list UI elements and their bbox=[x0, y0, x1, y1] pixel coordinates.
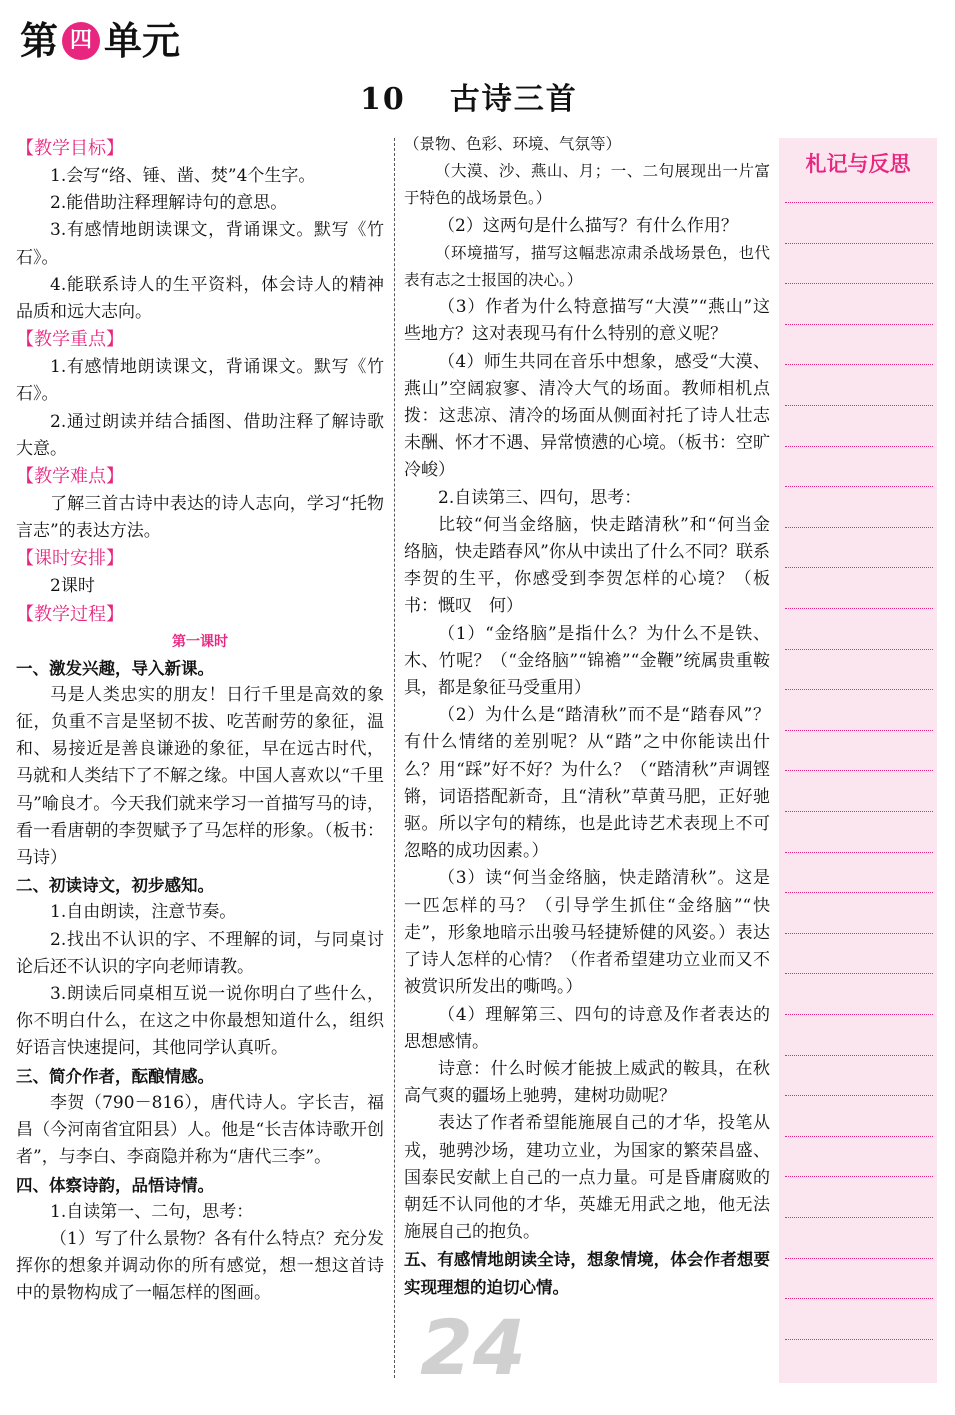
note-text: （大漠、沙、燕山、月；一、二句展现出一片富于特色的战场景色。） bbox=[404, 162, 770, 208]
note-text: （景物、色彩、环境、气氛等） bbox=[404, 135, 622, 153]
notes-dotted-line bbox=[785, 1339, 933, 1340]
paragraph: 3.朗读后同桌相互说一说你明白了些什么，你不明白什么，在这之中你最想知道什么，组织好语言快速提问，其他同学认真听。 bbox=[16, 984, 384, 1059]
notes-dotted-line bbox=[785, 689, 933, 690]
paragraph: 3.有感情地朗读课文，背诵课文。默写《竹石》。 bbox=[16, 220, 384, 268]
paragraph: 1.有感情地朗读课文，背诵课文。默写《竹石》。 bbox=[16, 357, 384, 405]
notes-dotted-line bbox=[785, 892, 933, 893]
left-column bbox=[16, 135, 384, 1308]
notes-dotted-line bbox=[785, 1055, 933, 1056]
notes-dotted-line bbox=[785, 283, 933, 284]
notes-dotted-line bbox=[785, 852, 933, 853]
unit-prefix: 第 bbox=[20, 19, 59, 63]
paragraph: （4）理解第三、四句的诗意及作者表达的思想感情。 bbox=[404, 1004, 770, 1052]
paragraph: （1）“金络脑”是指什么？为什么不是铁、木、竹呢？（“金络脑”“锦襜”“金鞭”统属贵重鞍具，都是象征马受重用） bbox=[404, 623, 770, 699]
note-text: （环境描写，描写这幅悲凉肃杀战场景色，也代表有志之士报国的决心。） bbox=[404, 243, 770, 290]
notes-dotted-line bbox=[785, 608, 933, 609]
step-heading: 四、体察诗韵，品悟诗情。 bbox=[16, 1175, 214, 1195]
paragraph: 2.自读第三、四句，思考： bbox=[438, 487, 642, 508]
paragraph: 马是人类忠实的朋友！日行千里是高效的象征，负重不言是坚韧不拔、吃苦耐劳的象征，温和、易接近是善良谦逊的象征，早在远古时代，马就和人类结下了不解之缘。中国人喜欢以“千里马”喻良才。今天我们就来学习一首描写马的诗，看一看唐朝的李贺赋予了马怎样的形象。（板书：马诗） bbox=[16, 684, 384, 869]
paragraph: 1.会写“络、锤、凿、焚”4个生字。 bbox=[50, 166, 316, 186]
paragraph: 1.自由朗读，注意节奏。 bbox=[50, 902, 237, 923]
paragraph: 2.通过朗读并结合插图、借助注释了解诗歌大意。 bbox=[16, 411, 384, 459]
paragraph: （3）作者为什么特意描写“大漠”“燕山”这些地方？这对表现马有什么特别的意义呢？ bbox=[404, 297, 770, 345]
section-heading: 【教学目标】 bbox=[16, 138, 124, 159]
paragraph: 李贺（790－816），唐代诗人。字长吉，福昌（今河南省宜阳县）人。他是“长吉体诗歌开创者”，与李白、李商隐并称为“唐代三李”。 bbox=[16, 1092, 384, 1168]
notes-dotted-line bbox=[785, 1095, 933, 1096]
paragraph: （1）写了什么景物？各有什么特点？充分发挥你的想象并调动你的所有感觉，想一想这首诗中的景物构成了一幅怎样的图画。 bbox=[16, 1228, 384, 1304]
step-heading: 五、有感情地朗读全诗，想象情境，体会作者想要实现理想的迫切心情。 bbox=[404, 1250, 770, 1297]
notes-dotted-line bbox=[785, 567, 933, 568]
paragraph: （4）师生共同在音乐中想象，感受“大漠、燕山”空阔寂寥、清冷大气的场面。教师相机点拨：这悲凉、清冷的场面从侧面衬托了诗人壮志未酬、怀才不遇、异常愤懑的心境。（板书：空旷冷峻） bbox=[404, 351, 770, 481]
notes-dotted-line bbox=[785, 1217, 933, 1218]
paragraph: 比较“何当金络脑，快走踏清秋”和“何当金络脑，快走踏春风”你从中读出了什么不同？联系李贺的生平，你感受到李贺怎样的心境？（板书：慨叹 何） bbox=[404, 514, 770, 617]
notes-title: 札记与反思 bbox=[805, 152, 911, 176]
lesson-number: 10 bbox=[360, 82, 406, 117]
step-heading: 三、简介作者，酝酿情感。 bbox=[16, 1066, 214, 1086]
step-heading: 一、激发兴趣，导入新课。 bbox=[16, 658, 214, 678]
step-heading: 二、初读诗文，初步感知。 bbox=[16, 876, 214, 896]
middle-column bbox=[404, 131, 770, 1301]
notes-dotted-line bbox=[785, 527, 933, 528]
section-heading: 【课时安排】 bbox=[16, 548, 124, 570]
page-number: 24 bbox=[420, 1303, 526, 1392]
notes-dotted-line bbox=[785, 973, 933, 974]
notes-dotted-line bbox=[785, 770, 933, 771]
notes-dotted-line bbox=[785, 649, 933, 650]
paragraph: （2）为什么是“踏清秋”而不是“踏春风”？有什么情绪的差别呢？从“踏”之中你能读出什么？用“踩”好不好？为什么？（“踏清秋”声调铿锵，词语搭配新奇，且“清秋”草黄马肥，正好驰驱。所以字句的精练，也是此诗艺术表现上不可忽略的成功因素。） bbox=[404, 705, 770, 862]
paragraph: 2.能借助注释理解诗句的意思。 bbox=[50, 193, 288, 214]
paragraph: 2课时 bbox=[50, 576, 95, 597]
paragraph: 表达了作者希望能施展自己的才华，投笔从戎，驰骋沙场，建功立业，为国家的繁荣昌盛、国泰民安献上自己的一点力量。可是昏庸腐败的朝廷不认同他的才华，英雄无用武之地，他无法施展自己的抱负。 bbox=[404, 1113, 770, 1243]
paragraph: （2）这两句是什么描写？有什么作用？ bbox=[438, 215, 738, 236]
paragraph: 1.自读第一、二句，思考： bbox=[50, 1201, 254, 1222]
unit-number-badge: 四 bbox=[62, 22, 100, 60]
unit-suffix: 单元 bbox=[104, 19, 181, 63]
notes-dotted-line bbox=[785, 1176, 933, 1177]
notes-dotted-line bbox=[785, 1258, 933, 1259]
unit-header bbox=[20, 18, 180, 64]
notes-dotted-line bbox=[785, 730, 933, 731]
section-heading: 【教学重点】 bbox=[16, 329, 124, 351]
notes-dotted-line bbox=[785, 324, 933, 325]
column-divider bbox=[394, 138, 395, 1378]
paragraph: 诗意：什么时候才能披上威武的鞍具，在秋高气爽的疆场上驰骋，建树功勋呢？ bbox=[404, 1058, 770, 1107]
notes-dotted-line bbox=[785, 933, 933, 934]
notes-dotted-line bbox=[785, 364, 933, 365]
section-heading: 【教学过程】 bbox=[16, 603, 124, 625]
notes-dotted-line bbox=[785, 405, 933, 406]
paragraph: 4.能联系诗人的生平资料，体会诗人的精神品质和远大志向。 bbox=[16, 274, 384, 323]
lesson-name: 古诗三首 bbox=[449, 82, 578, 117]
notes-dotted-line bbox=[785, 1136, 933, 1137]
notes-dotted-line bbox=[785, 202, 933, 203]
notes-dotted-line bbox=[785, 446, 933, 447]
notes-dotted-line bbox=[785, 486, 933, 487]
period-heading: 第一课时 bbox=[172, 633, 228, 650]
paragraph: 2.找出不认识的字、不理解的词，与同桌讨论后还不认识的字向老师请教。 bbox=[16, 929, 384, 977]
paragraph: 了解三首古诗中表达的诗人志向，学习“托物言志”的表达方法。 bbox=[16, 494, 384, 542]
notes-dotted-line bbox=[785, 243, 933, 244]
notes-dotted-line bbox=[785, 1014, 933, 1015]
notes-panel bbox=[779, 138, 937, 1383]
notes-dotted-line bbox=[785, 811, 933, 812]
lesson-title bbox=[360, 78, 578, 122]
paragraph: （3）读“何当金络脑，快走踏清秋”。这是一匹怎样的马？（引导学生抓住“金络脑”“快走”，形象地暗示出骏马轻捷矫健的风姿。）表达了诗人怎样的心情？（作者希望建功立业而又不被赏识所发出的嘶鸣。） bbox=[404, 868, 770, 998]
section-heading: 【教学难点】 bbox=[16, 466, 124, 488]
notes-dotted-line bbox=[785, 1298, 933, 1299]
